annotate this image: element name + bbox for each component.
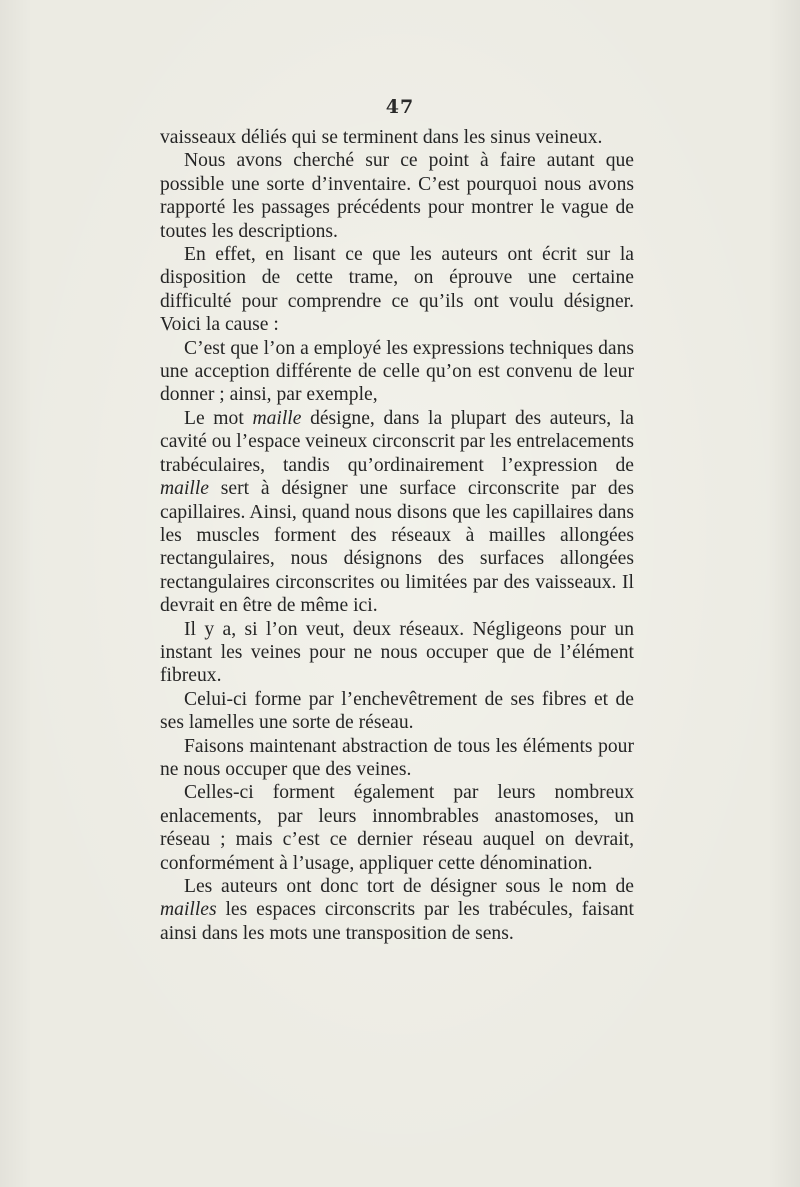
paragraph [160,618,634,688]
paragraph [160,781,634,875]
text-run: sert à désigner une surface circonscrite par des capillaires. Ainsi, quand nous disons que les capillaires dans les muscles forment des réseaux à mailles allongées rectangulaires, nous désignons des surfaces allongées rectangulaires circonscrites ou limitées par des vaisseaux. Il devrait en être de même ici. [160,478,634,617]
text-run: les espaces circonscrits par les trabécules, faisant ainsi dans les mots une transposition de sens. [160,899,634,944]
text-run: désigne, dans la plupart des auteurs, la cavité ou l’espace veineux circonscrit par les entrelacements trabéculaires, tandis qu’ordinairement l’expression de [160,407,634,476]
text-run: vaisseaux déliés qui se terminent dans les sinus veineux. [160,127,603,148]
paragraph [160,735,634,782]
body-text [160,126,634,945]
italic-term: maille [160,478,209,500]
text-run: Le mot [184,407,253,429]
text-run: Nous avons cherché sur ce point à faire autant que possible une sorte d’inventaire. C’est pourquoi nous avons rapporté les passages précédents pour montrer le vague de toutes les descriptions. [160,150,634,242]
paragraph [160,126,634,149]
paragraph [160,149,634,243]
paragraph [160,875,634,945]
text-run: Faisons maintenant abstraction de tous les éléments pour ne nous occuper que des veines. [160,735,634,780]
text-run: Celui-ci forme par l’enchevêtrement de ses fibres et de ses lamelles une sorte de réseau. [160,688,634,734]
page-number: 47 [385,96,415,118]
text-run: C’est que l’on a employé les expressions techniques dans une acception différente de celle qu’on est convenu de leur donner ; ainsi, par exemple, [160,337,634,406]
text-run: En effet, en lisant ce que les auteurs ont écrit sur la disposition de cette trame, on éprouve une certaine difficulté pour comprendre ce qu’ils ont voulu désigner. Voici la cause : [160,244,634,336]
text-run: Celles-ci forment également par leurs nombreux enlacements, par leurs innombrables anastomoses, un réseau ; mais c’est ce dernier réseau auquel on devrait, conformément à l’usage, appliquer cette dénomination. [160,782,634,874]
paragraph [160,688,634,735]
paragraph [160,243,634,337]
text-run: Les auteurs ont donc tort de désigner sous le nom de [184,876,634,897]
italic-term: maille [252,407,302,429]
paragraph [160,407,634,618]
italic-term: mailles [160,899,217,921]
text-run: Il y a, si l’on veut, deux réseaux. Négligeons pour un instant les veines pour ne nous occuper que de l’élément fibreux. [160,618,634,687]
paragraph [160,337,634,407]
